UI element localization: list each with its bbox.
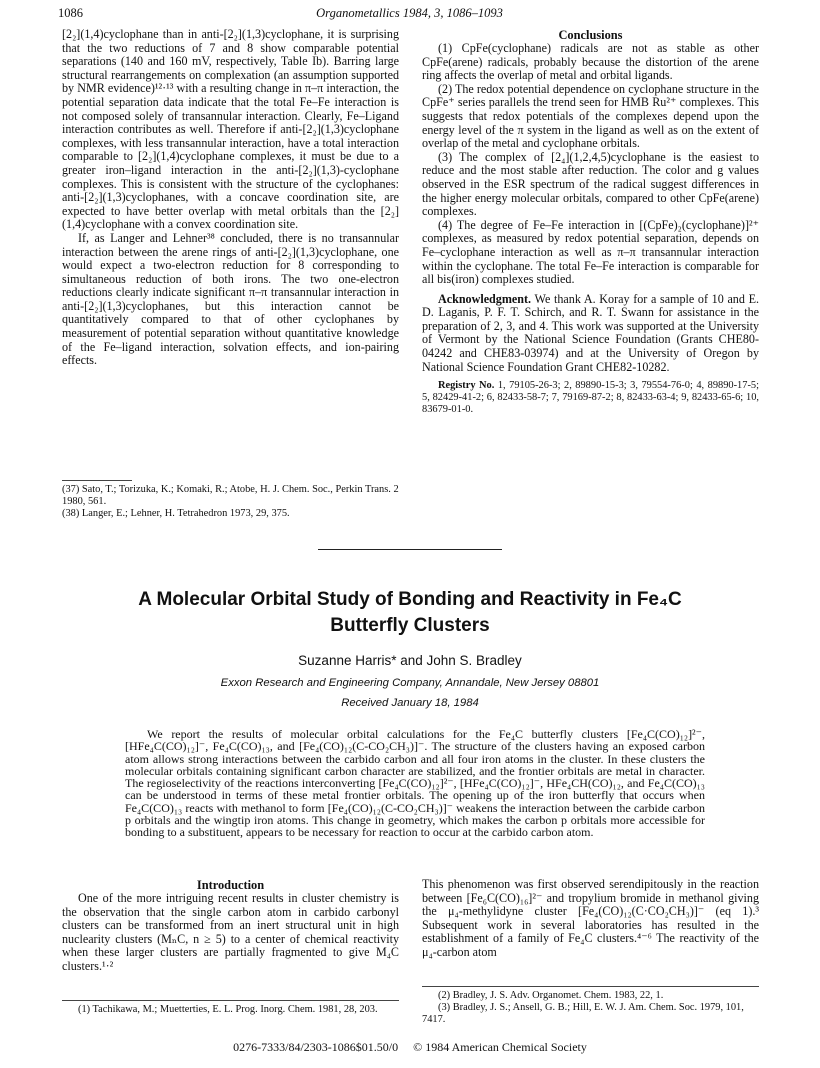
footnote: (2) Bradley, J. S. Adv. Organomet. Chem. 1983, 22, 1. [438,990,664,1001]
journal-citation: Organometallics 1984, 3, 1086–1093 [316,6,503,20]
title-line: Butterfly Clusters [330,615,490,636]
page-number: 1086 [58,6,83,20]
introduction-right [422,878,759,960]
footnote-rule [62,480,132,481]
article-divider [318,549,502,550]
authors: Suzanne Harris* and John S. Bradley [298,653,522,668]
footnotes-left [62,484,399,520]
footnote-rule [62,1000,399,1001]
footnotes-left-bottom [62,1004,399,1016]
introduction-left [62,878,399,974]
acknowledgment [422,293,759,375]
conclusion-item: (2) The redox potential dependence on cyclophane structure in the CpFe⁺ series parallels the trend seen for HMB Ru²⁺ complexes. This suggests that redox potentials of the complexes depend upon the energy level of the π system in the ligand as well as on the extent of overlap of the metal and cyclophane orbitals. [422,81,759,151]
affiliation: Exxon Research and Engineering Company, Annandale, New Jersey 08801 [220,677,600,689]
page-footer [0,1040,820,1055]
registry-text: 1, 79105-26-3; 2, 89890-15-3; 3, 79554-76-0; 4, 89890-17-5; 5, 82429-41-2; 6, 82433-58-7; 7, 79169-87-2; 8, 82433-63-4; 9, 82433-65-6; 10, 83679-01-0. [422,380,759,416]
footnote: (38) Langer, E.; Lehner, H. Tetrahedron 1973, 29, 375. [62,508,290,519]
footnote-rule [422,986,759,987]
acknowledgment-text: We thank A. Koray for a sample of 10 and E. D. Laganis, P. F. T. Schirch, and R. T. Swann for assistance in the preparation of 2, 3, and 4. This work was supported at the University of Vermont by the National Science Foundation (Grants CHE80-04242 and CHE83-03974) and at the University of Oregon by National Science Foundation Grant CHE82-10282. [422,291,759,374]
registry-label: Registry No. [438,380,495,392]
acknowledgment-label: Acknowledgment. [438,291,532,306]
received-date: Received January 18, 1984 [341,697,479,709]
conclusion-item: (1) CpFe(cyclophane) radicals are not as stable as other CpFe(arene) radicals, probably because the distortion of the arene ring affects the overlap of metal and orbital ligands. [422,41,759,83]
footnote: (3) Bradley, J. S.; Ansell, G. B.; Hill, E. W. J. Am. Chem. Soc. 1979, 101, 7417. [422,1002,744,1025]
abstract: We report the results of molecular orbital calculations for the Fe₄C butterfly clusters [Fe₄C(CO)₁₂]²⁻, [HFe₄C(CO)₁₂]⁻, Fe₄C(CO)₁₃, and [Fe₄(CO)₁₂(C-CO₂CH₃)]⁻. The structure of the clusters having an exposed carbon atom allows strong interactions between the carbido carbon and all four iron atoms in the cluster. In these clusters the molecular orbitals containing significant carbon character are stabilized, and the frontier orbitals are metal in character. The regioselectivity of the reactions interconverting [Fe₄C(CO)₁₂]²⁻, [HFe₄C(CO)₁₂]⁻, HFe₄CH(CO)₁₂, and Fe₄C(CO)₁₃ can be understood in terms of these metal frontier orbitals. The opening up of the iron butterfly that occurs when Fe₄C(CO)₁₃ reacts with methanol to form [Fe₄(CO)₁₂(C-CO₂CH₃)]⁻ weakens the interaction between the carbide carbon p orbitals and the wingtip iron atoms. This change in geometry, which makes the carbon p orbitals more accessible for bonding to a substituent, appears to be necessary for reaction to occur at the carbido carbon atom. [125,727,705,840]
body-paragraph: One of the more intriguing recent results in cluster chemistry is the observation that the single carbon atom in carbido carbonyl clusters can be transformed from an inert structural unit in high nuclearity clusters (MₙC, n ≥ 5) to a center of chemical reactivity when these larger clusters are partially fragmented to give M₄C clusters.¹·² [62,891,399,973]
left-column-text [62,28,399,368]
body-paragraph: [2₂](1,4)cyclophane than in anti-[2₂](1,3)cyclophane, it is surprising that the two reductions of 7 and 8 show comparable potential separations (140 and 160 mV, respectively, Table Ib). Barring large structural rearrangements on complexation (an assumption supported by NMR evidence)¹²·¹³ with a resulting change in π–π interaction, the potential separation data indicate that the total Fe–Fe interaction is not composed solely of transannular interaction. Clearly, Fe–Ligand interaction contributes as well. Therefore if anti-[2₂](1,3)cyclophane complexes, with less transannular interaction, have a total interaction comparable to [2₂](1,4)cyclophane complexes, it must be due to a greater iron–ligand interaction in the anti-[2₂](1,3)-cyclophane complexes. This is consistent with the structure of the cyclophanes: anti-[2₂](1,3)cyclophanes, with a concave coordination site, are expected to have better overlap with metal orbitals than the [2₂](1,4)cyclophane with a convex coordination site. [62,27,399,232]
running-header [58,6,761,22]
body-paragraph: This phenomenon was first observed serendipitously in the reaction between [Fe₆C(CO)₁₆]²⁻ and tropylium bromide in methanol giving the μ₄-methylidyne cluster [Fe₄(CO)₁₂(C·CO₂CH₃)]⁻ (eq 1).³ Subsequent work in several laboratories has resulted in the establishment of a family of Fe₄C clusters.⁴⁻⁶ The reactivity of the μ₄-carbon atom [422,877,759,959]
footnote: (1) Tachikawa, M.; Muetterties, E. L. Prog. Inorg. Chem. 1981, 28, 203. [78,1004,378,1015]
section-heading-conclusions: Conclusions [558,28,623,42]
footnote: (37) Sato, T.; Torizuka, K.; Komaki, R.; Atobe, H. J. Chem. Soc., Perkin Trans. 2 1980, 561. [62,484,399,507]
conclusion-item: (4) The degree of Fe–Fe interaction in [(CpFe)₂(cyclophane)]²⁺ complexes, as measured by redox potential separation, depends on Fe–cyclophane interaction as well as π–π transannular interaction within the cyclophane. The total Fe–Fe interaction is comparable for all bis(iron) complexes studied. [422,217,759,287]
section-heading-introduction: Introduction [196,878,265,892]
footnotes-right-bottom [422,990,759,1026]
right-column-text [422,28,759,416]
article-code: 0276-7333/84/2303-1086$01.50/0 [233,1040,399,1054]
body-paragraph: If, as Langer and Lehner³⁸ concluded, there is no transannular interaction between the arene rings of anti-[2₂](1,3)cyclophane, one would expect a two-electron reduction for 8 corresponding to simultaneous reduction of both irons. The two one-electron reductions clearly indicate significant π–π transannular interaction in anti-[2₂](1,3)cyclophanes, but this interaction cannot be quantitatively compared to that of other cyclophanes by measurement of potential separation without quantitative knowledge of the Fe–ligand interaction, solvation effects, and ion-pairing effects. [62,230,399,368]
registry-numbers [422,380,759,416]
copyright: © 1984 American Chemical Society [413,1040,587,1054]
title-line: A Molecular Orbital Study of Bonding and Reactivity in Fe₄C [138,589,682,610]
conclusion-item: (3) The complex of [2₄](1,2,4,5)cyclophane is the easiest to reduce and the most stable after reduction. The color and g values observed in the ESR spectrum of the radical suggest differences in the higher energy molecular orbitals, compared to other CpFe(arene) complexes. [422,149,759,219]
article-title [60,587,760,639]
